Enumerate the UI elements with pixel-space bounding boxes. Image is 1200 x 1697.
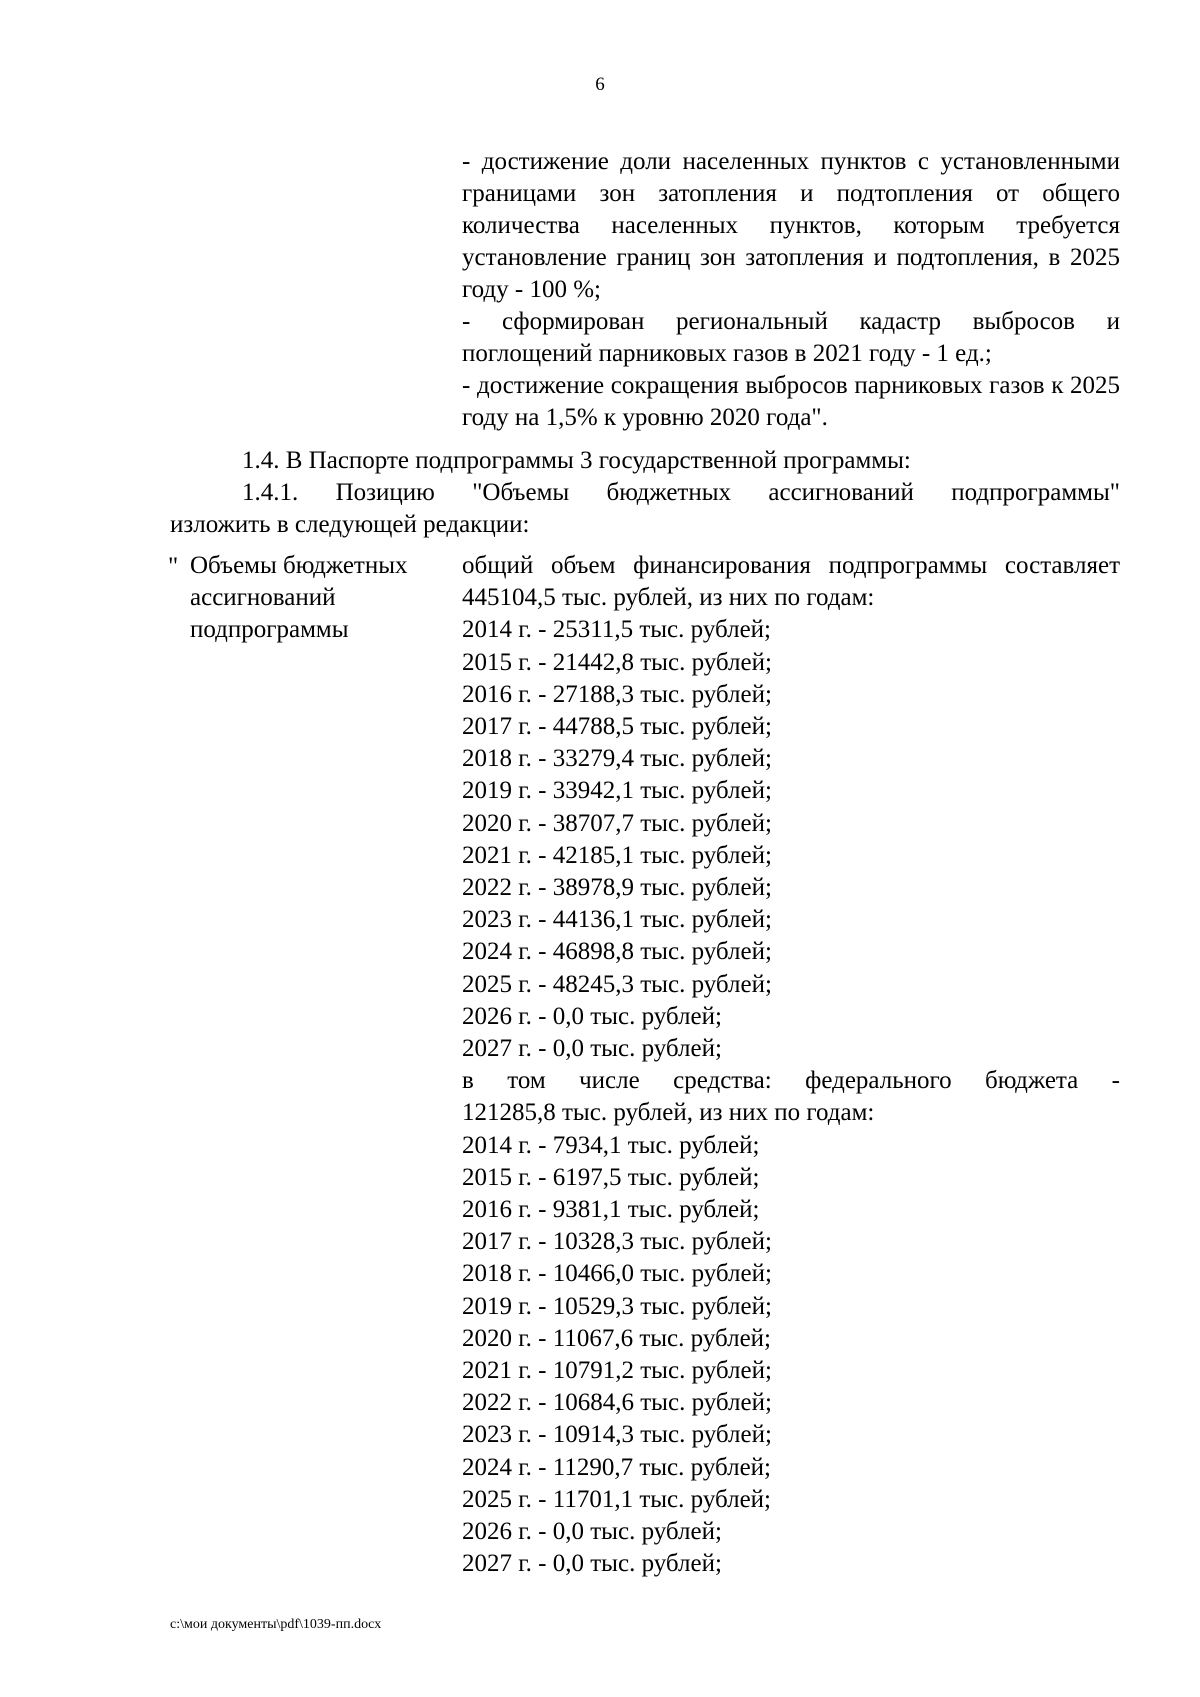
federal-year-amount: 2022 г. - 10684,6 тыс. рублей; xyxy=(462,1389,772,1417)
federal-year-amount: 2016 г. - 9381,1 тыс. рублей; xyxy=(462,1196,760,1224)
year-amount: 2023 г. - 44136,1 тыс. рублей; xyxy=(462,906,772,934)
year-amount: 2020 г. - 38707,7 тыс. рублей; xyxy=(462,809,772,837)
year-amount: 2014 г. - 25311,5 тыс. рублей; xyxy=(462,616,771,644)
federal-year-amount: 2015 г. - 6197,5 тыс. рублей; xyxy=(462,1163,760,1191)
federal-budget-line: в том числе средства: федерального бюджета - xyxy=(462,1067,1120,1095)
year-amount: 2021 г. - 42185,1 тыс. рублей; xyxy=(462,841,772,869)
federal-year-amount: 2024 г. - 11290,7 тыс. рублей; xyxy=(462,1453,771,1481)
federal-year-amount: 2021 г. - 10791,2 тыс. рублей; xyxy=(462,1357,772,1385)
year-amount: 2019 г. - 33942,1 тыс. рублей; xyxy=(462,777,772,805)
file-path-footer: c:\мои документы\pdf\1039-пп.docx xyxy=(170,1617,382,1632)
position-label-line: ассигнований xyxy=(190,584,336,611)
position-label xyxy=(190,550,452,646)
federal-year-amount: 2014 г. - 7934,1 тыс. рублей; xyxy=(462,1131,760,1159)
indicator-item: - сформирован региональный кадастр выбросов и поглощений парниковых газов в 2021 году - 1 ед.; xyxy=(462,308,1120,367)
amendment-section xyxy=(170,445,1120,541)
year-amount: 2027 г. - 0,0 тыс. рублей; xyxy=(462,1035,722,1063)
intro-indicators xyxy=(462,146,1120,434)
year-amount: 2018 г. - 33279,4 тыс. рублей; xyxy=(462,745,772,773)
section-heading: 1.4. В Паспорте подпрограммы 3 государственной программы: xyxy=(242,447,911,474)
federal-year-amount: 2027 г. - 0,0 тыс. рублей; xyxy=(462,1550,722,1578)
opening-quote: " xyxy=(168,553,179,580)
federal-budget-line: 121285,8 тыс. рублей, из них по годам: xyxy=(462,1099,875,1127)
total-funding-line: 445104,5 тыс. рублей, из них по годам: xyxy=(462,584,875,612)
page-number: 6 xyxy=(595,74,605,95)
federal-year-amount: 2017 г. - 10328,3 тыс. рублей; xyxy=(462,1228,772,1256)
subsection-line: изложить в следующей редакции: xyxy=(170,511,530,538)
position-label-line: Объемы бюджетных xyxy=(190,552,408,579)
indicator-item: - достижение доли населенных пунктов с установленными границами зон затопления и подтопления от общего количества населенных пунктов, которым требуется установление границ зон затопления и подтопления, в 2025 году - 100 %; xyxy=(462,148,1120,303)
year-amount: 2015 г. - 21442,8 тыс. рублей; xyxy=(462,648,772,676)
funding-values xyxy=(462,550,1120,1581)
federal-year-amount: 2019 г. - 10529,3 тыс. рублей; xyxy=(462,1292,772,1320)
total-funding-line: общий объем финансирования подпрограммы составляет xyxy=(462,552,1120,579)
year-amount: 2017 г. - 44788,5 тыс. рублей; xyxy=(462,713,772,741)
year-amount: 2022 г. - 38978,9 тыс. рублей; xyxy=(462,874,772,902)
year-amount: 2026 г. - 0,0 тыс. рублей; xyxy=(462,1002,722,1030)
federal-year-amount: 2023 г. - 10914,3 тыс. рублей; xyxy=(462,1421,772,1449)
federal-year-amount: 2020 г. - 11067,6 тыс. рублей; xyxy=(462,1324,771,1352)
year-amount: 2025 г. - 48245,3 тыс. рублей; xyxy=(462,970,772,998)
year-amount: 2016 г. - 27188,3 тыс. рублей; xyxy=(462,680,772,708)
indicator-item: - достижение сокращения выбросов парниковых газов к 2025 году на 1,5% к уровню 2020 года". xyxy=(462,372,1120,431)
federal-year-amount: 2018 г. - 10466,0 тыс. рублей; xyxy=(462,1260,772,1288)
position-label-line: подпрограммы xyxy=(190,616,349,643)
federal-year-amount: 2025 г. - 11701,1 тыс. рублей; xyxy=(462,1485,771,1513)
subsection-line: 1.4.1. Позицию "Объемы бюджетных ассигнований подпрограммы" xyxy=(242,479,1120,506)
year-amount: 2024 г. - 46898,8 тыс. рублей; xyxy=(462,938,772,966)
federal-year-amount: 2026 г. - 0,0 тыс. рублей; xyxy=(462,1518,722,1546)
